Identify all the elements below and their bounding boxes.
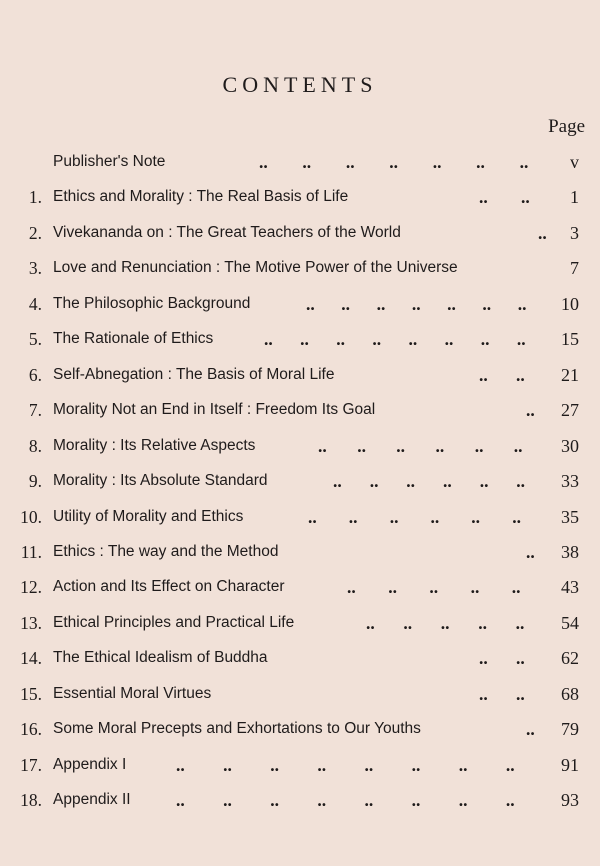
dot-leader: .. xyxy=(474,435,484,456)
entry-page-number: 91 xyxy=(561,754,579,775)
dot-leader: .. xyxy=(223,790,232,811)
dot-leader: .. xyxy=(505,790,515,811)
dot-leader: .. xyxy=(336,329,346,350)
dot-leader: .. xyxy=(440,612,450,633)
entry-title: Publisher's Note xyxy=(53,153,166,170)
dot-leader: .. xyxy=(516,648,525,669)
entry-page-number: 54 xyxy=(561,612,579,633)
dot-leader: .. xyxy=(333,471,342,492)
entry-title: Ethics and Morality : The Real Basis of Life xyxy=(53,188,349,206)
dot-leader: .. xyxy=(458,754,468,775)
dot-leader: .. xyxy=(479,187,488,208)
dot-leader: .. xyxy=(318,435,327,456)
dot-leader: .. xyxy=(479,364,488,385)
dot-leader: .. xyxy=(430,506,440,527)
dot-leader: .. xyxy=(447,293,456,314)
entry-number: 6. xyxy=(28,364,42,385)
entry-page-number: 62 xyxy=(561,648,579,669)
toc-entry xyxy=(0,221,600,245)
entry-title: The Ethical Idealism of Buddha xyxy=(53,649,268,667)
entry-number: 15. xyxy=(20,683,42,704)
entry-page-number: 15 xyxy=(561,329,579,350)
entry-title: Some Moral Precepts and Exhortations to Our Youths xyxy=(53,720,421,738)
entry-title: Love and Renunciation : The Motive Power of the Universe xyxy=(53,259,458,277)
entry-page-number: 7 xyxy=(570,258,579,279)
entry-title: Vivekananda on : The Great Teachers of the World xyxy=(53,223,401,241)
dot-leader: .. xyxy=(366,612,375,633)
entry-number: 1. xyxy=(28,187,42,208)
entry-number: 16. xyxy=(20,719,42,740)
dot-leader: .. xyxy=(480,329,490,350)
dot-leader: .. xyxy=(176,790,185,811)
entry-number: 12. xyxy=(20,577,42,598)
entry-page-number: 68 xyxy=(561,683,579,704)
entry-number: 2. xyxy=(28,222,42,243)
dot-leader: .. xyxy=(526,542,535,562)
entry-number: 10. xyxy=(20,506,42,527)
dot-leader: .. xyxy=(347,577,356,598)
toc-entry xyxy=(0,788,600,812)
entry-number: 4. xyxy=(28,293,42,314)
entry-number: 13. xyxy=(20,612,42,633)
entry-number: 14. xyxy=(20,648,42,669)
dot-leader: .. xyxy=(516,471,526,492)
dot-leader: .. xyxy=(526,719,535,740)
dot-leader: .. xyxy=(388,577,397,598)
dot-leader: .. xyxy=(406,471,416,492)
dot-leader: .. xyxy=(403,612,413,633)
entry-number: 5. xyxy=(28,329,42,350)
dot-leader: .. xyxy=(411,790,421,811)
dot-leader: .. xyxy=(389,152,399,172)
entry-title: Appendix II xyxy=(53,791,131,809)
entry-number: 3. xyxy=(28,258,42,279)
entry-title: Self-Abnegation : The Basis of Moral Life xyxy=(53,365,335,383)
entry-page-number: 3 xyxy=(570,222,579,243)
entry-number: 8. xyxy=(28,435,42,456)
entry-number: 9. xyxy=(28,471,42,492)
entry-title: Morality : Its Absolute Standard xyxy=(53,472,268,490)
toc-entry xyxy=(0,256,600,280)
dot-leader: .. xyxy=(458,790,468,811)
entry-page-number: 30 xyxy=(561,435,579,456)
dot-leader: .. xyxy=(223,754,232,775)
dot-leader: .. xyxy=(516,683,525,704)
dot-leader: .. xyxy=(348,506,358,527)
toc-entry xyxy=(0,575,600,599)
entry-page-number: 33 xyxy=(561,471,579,492)
dot-leader: .. xyxy=(369,471,379,492)
toc-entry xyxy=(0,150,600,174)
toc-entry xyxy=(0,682,600,706)
dot-leader: .. xyxy=(519,152,529,172)
dot-leader: .. xyxy=(471,506,481,527)
dot-leader: .. xyxy=(511,577,521,598)
dot-leader: .. xyxy=(516,329,526,350)
dot-leader: .. xyxy=(341,293,351,314)
dot-leader: .. xyxy=(432,152,442,172)
dot-leader: .. xyxy=(259,152,268,172)
dot-leader: .. xyxy=(515,612,525,633)
entry-page-number: 21 xyxy=(561,364,579,385)
entry-title: Morality : Its Relative Aspects xyxy=(53,436,256,454)
entry-title: Ethics : The way and the Method xyxy=(53,543,279,560)
page-column-label: Page xyxy=(548,116,585,137)
dot-leader: .. xyxy=(444,329,454,350)
dot-leader: .. xyxy=(526,400,535,421)
page-title: CONTENTS xyxy=(222,72,378,97)
dot-leader: .. xyxy=(538,222,547,243)
dot-leader: .. xyxy=(482,293,492,314)
dot-leader: .. xyxy=(270,754,280,775)
dot-leader: .. xyxy=(389,506,399,527)
dot-leader: .. xyxy=(300,329,309,350)
entry-number: 17. xyxy=(20,754,42,775)
dot-leader: .. xyxy=(435,435,445,456)
entry-title: Utility of Morality and Ethics xyxy=(53,507,244,525)
dot-leader: .. xyxy=(479,648,488,669)
dot-leader: .. xyxy=(479,471,489,492)
dot-leader: .. xyxy=(357,435,366,456)
dot-leader: .. xyxy=(516,364,525,385)
dot-leader: .. xyxy=(411,754,421,775)
entry-page-number: 1 xyxy=(570,187,579,208)
dot-leader: .. xyxy=(479,683,488,704)
dot-leader: .. xyxy=(512,506,521,527)
entry-page-number: 38 xyxy=(561,542,579,562)
dot-leader: .. xyxy=(270,790,280,811)
entry-page-number: 43 xyxy=(561,577,579,598)
toc-entry xyxy=(0,611,600,635)
entry-page-number: 93 xyxy=(561,790,579,811)
toc-entry xyxy=(0,185,600,209)
dot-leader: .. xyxy=(429,577,439,598)
entry-number: 7. xyxy=(28,400,42,421)
entry-title: The Philosophic Background xyxy=(53,294,251,312)
entry-title: Action and Its Effect on Character xyxy=(53,578,285,596)
dot-leader: .. xyxy=(408,329,418,350)
toc-entry xyxy=(0,469,600,493)
dot-leader: .. xyxy=(476,152,485,172)
dot-leader: .. xyxy=(396,435,406,456)
dot-leader: .. xyxy=(443,471,452,492)
toc-entry xyxy=(0,646,600,670)
dot-leader: .. xyxy=(364,754,374,775)
toc-entry xyxy=(0,717,600,741)
entry-number: 11. xyxy=(20,542,42,562)
dot-leader: .. xyxy=(470,577,480,598)
toc-entry xyxy=(0,434,600,458)
dot-leader: .. xyxy=(517,293,527,314)
dot-leader: .. xyxy=(372,329,382,350)
toc-entry xyxy=(0,398,600,422)
dot-leader: .. xyxy=(513,435,523,456)
dot-leader: .. xyxy=(308,506,317,527)
dot-leader: .. xyxy=(364,790,374,811)
toc-entry xyxy=(0,505,600,529)
entry-page-number: 10 xyxy=(561,293,579,314)
dot-leader: .. xyxy=(345,152,355,172)
dot-leader: .. xyxy=(521,187,530,208)
dot-leader: .. xyxy=(176,754,185,775)
entry-title: Appendix I xyxy=(53,755,127,773)
entry-page-number: 27 xyxy=(561,400,579,421)
dot-leader: .. xyxy=(317,754,327,775)
toc-entry xyxy=(0,363,600,387)
entry-title: Morality Not an End in Itself : Freedom Its Goal xyxy=(53,401,376,419)
entry-title: Essential Moral Virtues xyxy=(53,684,212,702)
dot-leader: .. xyxy=(317,790,327,811)
toc-entry xyxy=(0,327,600,351)
toc-entry xyxy=(0,292,600,316)
toc-entry xyxy=(0,540,600,564)
dot-leader: .. xyxy=(264,329,273,350)
entry-number: 18. xyxy=(20,790,42,811)
dot-leader: .. xyxy=(376,293,386,314)
toc-entry xyxy=(0,753,600,777)
entry-title: The Rationale of Ethics xyxy=(53,330,214,348)
entry-page-number: 35 xyxy=(561,506,579,527)
dot-leader: .. xyxy=(505,754,515,775)
entry-page-number: 79 xyxy=(561,719,579,740)
dot-leader: .. xyxy=(478,612,487,633)
entry-page-number: v xyxy=(570,152,579,172)
entry-title: Ethical Principles and Practical Life xyxy=(53,613,295,631)
dot-leader: .. xyxy=(306,293,315,314)
dot-leader: .. xyxy=(302,152,312,172)
dot-leader: .. xyxy=(411,293,421,314)
